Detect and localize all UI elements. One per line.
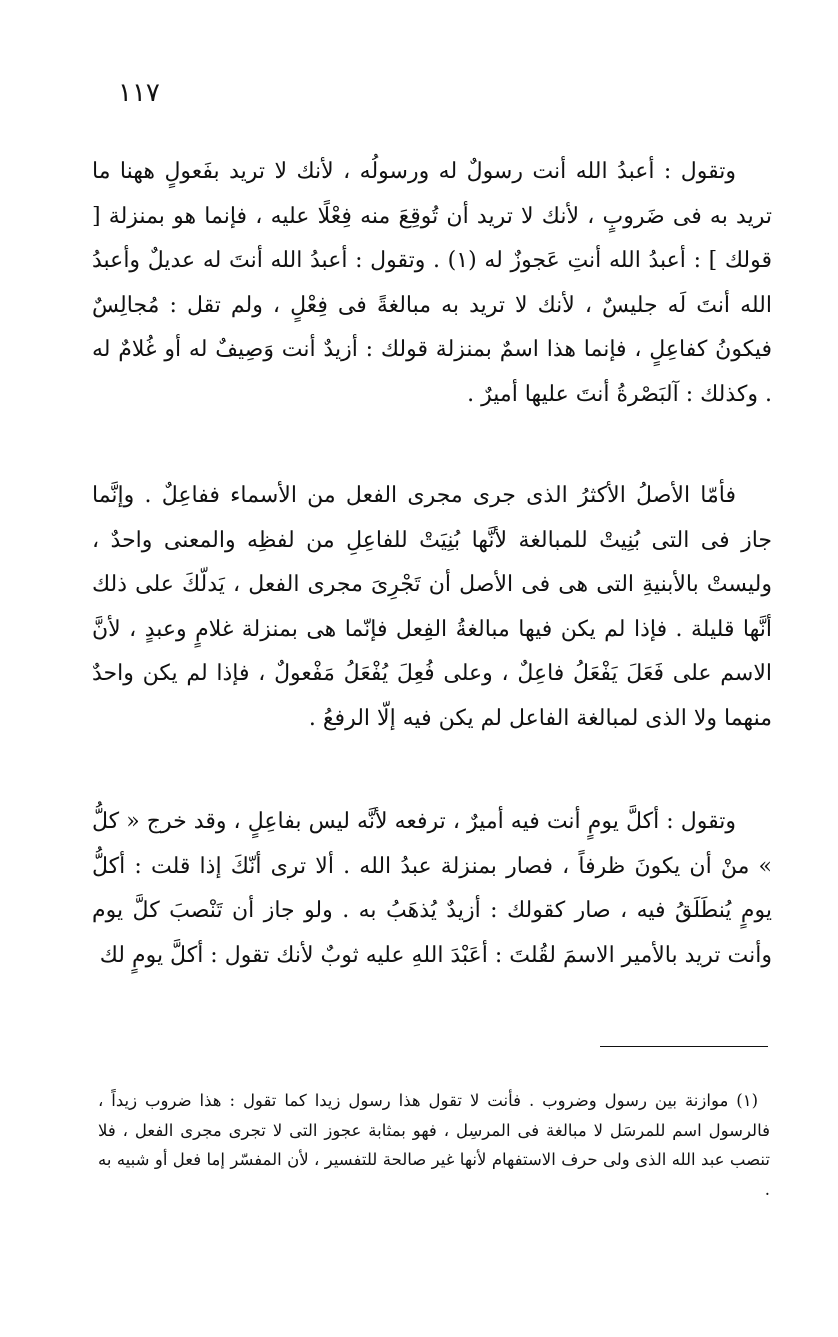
paragraph-text: فأمّا الأصلُ الأكثرُ الذى جرى مجرى الفعل من الأسماء ففاعِلٌ . وإنَّما جاز فى التى بُنِيتْ للمبالغة لأنَّها بُنِيَتْ للفاعِلِ من لفظِه والمعنى واحدٌ ، وليستْ بالأبنيةِ التى هى فى الأصل أن تَجْرِىَ مجرى الفعل ، يَدلّكَ على ذلك أنَّها قليلة . فإذا لم يكن فيها مبالغةُ الفِعل فإنّما هى بمنزلة غلامٍ وعبدٍ ، لأنَّ الاسم على فَعَلَ يَفْعَلُ فاعِلٌ ، وعلى فُعِلَ يُفْعَلُ مَفْعولٌ ، فإذا لم يكن واحدٌ منهما ولا الذى لمبالغة الفاعل لم يكن فيه إلّا الرفعُ . [92, 483, 772, 731]
page-number: ١١٧ [118, 78, 160, 108]
paragraph-text: وتقول : أعبدُ الله أنت رسولٌ له ورسولُه ، لأنك لا تريد بفَعولٍ ههنا ما تريد به فى ضَروبٍ ، لأنك لا تريد أن تُوقِعَ منه فِعْلًا عليه ، فإنما هو بمنزلة [ قولك ] : أعبدُ الله أنتِ عَجوزٌ له (١) . وتقول : أعبدُ الله أنتَ له عديلٌ وأعبدُ الله أنتَ لَه جليسٌ ، لأنك لا تريد به مبالغةً فى فِعْلٍ ، ولم تقل : مُجالِسٌ فيكونُ كفاعِلٍ ، فإنما هذا اسمٌ بمنزلة قولك : أزيدٌ أنت وَصِيفٌ له أو غُلامٌ له . وكذلك : آلبَصْرةُ أنتَ عليها أميرٌ . [92, 159, 772, 407]
paragraph-text: وتقول : أكلَّ يومٍ أنت فيه أميرٌ ، ترفعه لأنَّه ليس بفاعِلٍ ، وقد خرج « كلُّ » منْ أن يكونَ ظرفاً ، فصار بمنزلة عبدُ الله . ألا ترى أنّكَ إذا قلت : أكلُّ يومٍ يُنطَلَقُ فيه ، صار كقولك : أزيدٌ يُذهَبُ به . ولو جاز أن تَنْصبَ كلَّ يوم وأنت تريد بالأمير الاسمَ لقُلتَ : أعَبْدَ اللهِ عليه ثوبٌ لأنك تقول : أكلَّ يومٍ لك [92, 809, 772, 968]
paragraph-2 [92, 474, 772, 741]
footnote-divider [600, 1046, 768, 1047]
footnote [98, 1086, 770, 1204]
footnote-text: (١) موازنة بين رسول وضروب . فأنت لا تقول هذا رسول زيدا كما تقول : هذا ضروب زيداً ، فالرسول اسم للمرسَل لا مبالغة فى المرسِل ، فهو بمثابة عجوز التى لا تجرى مجرى الفعل ، فلا تنصب عبد الله الذى ولى حرف الاستفهام لأنها غير صالحة للتفسير ، لأن المفسّر إما فعل أو شبيه به . [98, 1091, 770, 1199]
paragraph-1 [92, 150, 772, 417]
paragraph-3 [92, 800, 772, 978]
